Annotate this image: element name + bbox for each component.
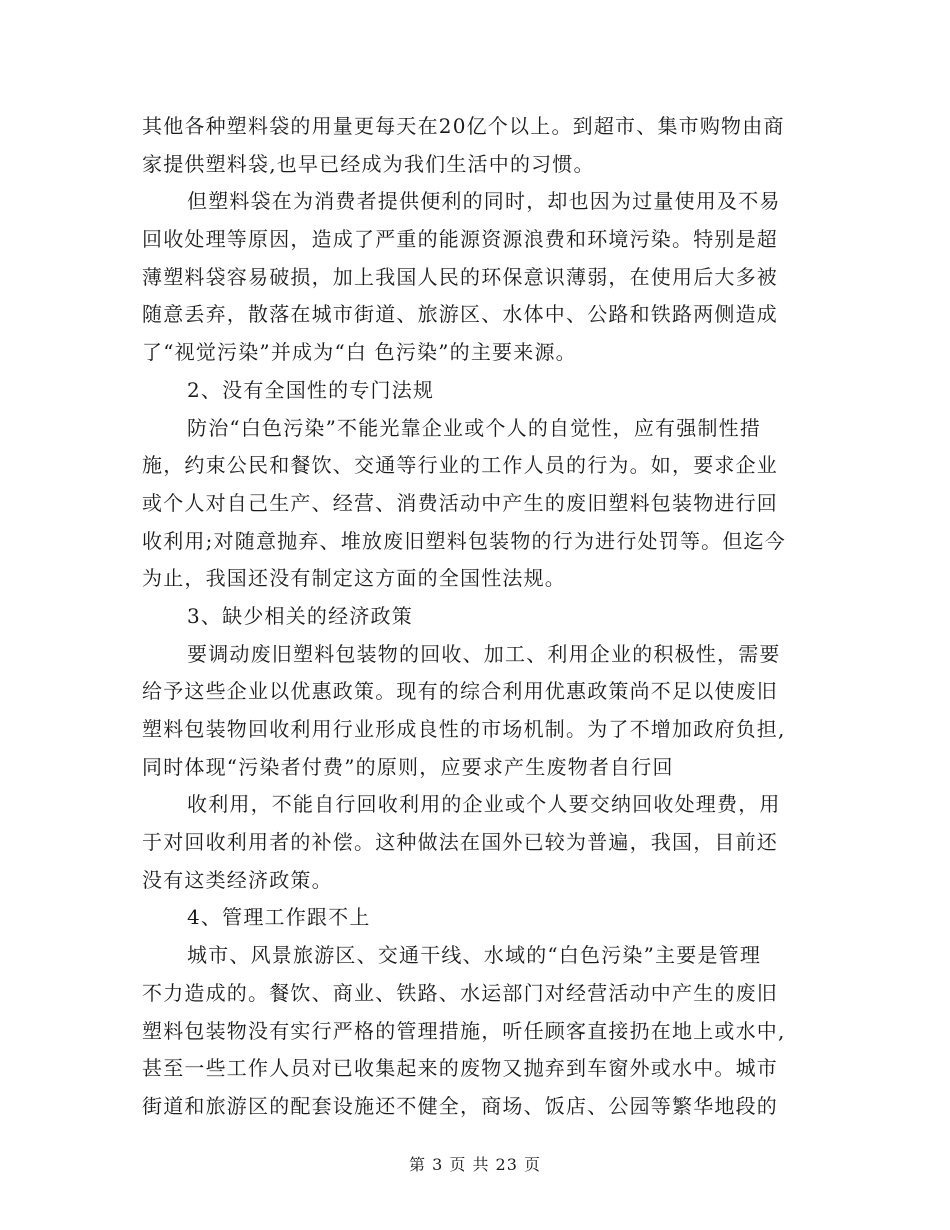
text-line: 防治“白色污染”不能光靠企业或个人的自觉性，应有强制性措 bbox=[187, 415, 762, 440]
text-line: 没有这类经济政策。 bbox=[142, 867, 333, 892]
text-line: 街道和旅游区的配套设施还不健全，商场、饭店、公园等繁华地段的 bbox=[142, 1093, 778, 1118]
section-heading: 3、缺少相关的经济政策 bbox=[187, 603, 413, 628]
page-number-footer: 第 3 页 共 23 页 bbox=[409, 1155, 541, 1174]
text-line: 收利用，不能自行回收利用的企业或个人要交纳回收处理费，用 bbox=[187, 792, 781, 817]
text-line: 家提供塑料袋,也早已经成为我们生活中的习惯。 bbox=[142, 151, 595, 176]
text-line: 给予这些企业以优惠政策。现有的综合利用优惠政策尚不足以使废旧 bbox=[142, 679, 778, 704]
text-line: 回收处理等原因，造成了严重的能源资源浪费和环境污染。特别是超 bbox=[142, 227, 778, 252]
text-line: 收利用;对随意抛弃、堆放废旧塑料包装物的行为进行处罚等。但迄今 bbox=[142, 528, 786, 553]
text-line: 同时体现“污染者付费”的原则，应要求产生废物者自行回 bbox=[142, 754, 674, 779]
section-heading: 2、没有全国性的专门法规 bbox=[187, 377, 435, 402]
text-line: 薄塑料袋容易破损，加上我国人民的环保意识薄弱，在使用后大多被 bbox=[142, 264, 778, 289]
text-line: 城市、风景旅游区、交通干线、水域的“白色污染”主要是管理 bbox=[187, 943, 762, 968]
text-line: 或个人对自己生产、经营、消费活动中产生的废旧塑料包装物进行回 bbox=[142, 490, 778, 515]
text-line: 塑料包装物没有实行严格的管理措施，听任顾客直接扔在地上或水中, bbox=[142, 1018, 786, 1043]
text-line: 了“视觉污染”并成为“白 色污染”的主要来源。 bbox=[142, 340, 577, 365]
text-line: 随意丢弃，散落在城市街道、旅游区、水体中、公路和铁路两侧造成 bbox=[142, 302, 778, 327]
text-line: 但塑料袋在为消费者提供便利的同时，却也因为过量使用及不易 bbox=[187, 189, 781, 214]
section-heading: 4、管理工作跟不上 bbox=[187, 905, 371, 930]
text-line: 要调动废旧塑料包装物的回收、加工、利用企业的积极性，需要 bbox=[187, 641, 781, 666]
text-line: 为止，我国还没有制定这方面的全国性法规。 bbox=[142, 566, 566, 591]
text-line: 于对回收利用者的补偿。这种做法在国外已较为普遍，我国，目前还 bbox=[142, 830, 778, 855]
text-line: 不力造成的。餐饮、商业、铁路、水运部门对经营活动中产生的废旧 bbox=[142, 980, 778, 1005]
text-line: 甚至一些工作人员对已收集起来的废物又抛弃到车窗外或水中。城市 bbox=[142, 1056, 778, 1081]
text-line: 其他各种塑料袋的用量更每天在20亿个以上。到超市、集市购物由商 bbox=[142, 114, 785, 138]
text-line: 塑料包装物回收利用行业形成良性的市场机制。为了不增加政府负担, bbox=[142, 717, 786, 741]
body-text bbox=[142, 108, 802, 1126]
text-line: 施，约束公民和餐饮、交通等行业的工作人员的行为。如，要求企业 bbox=[142, 453, 778, 478]
